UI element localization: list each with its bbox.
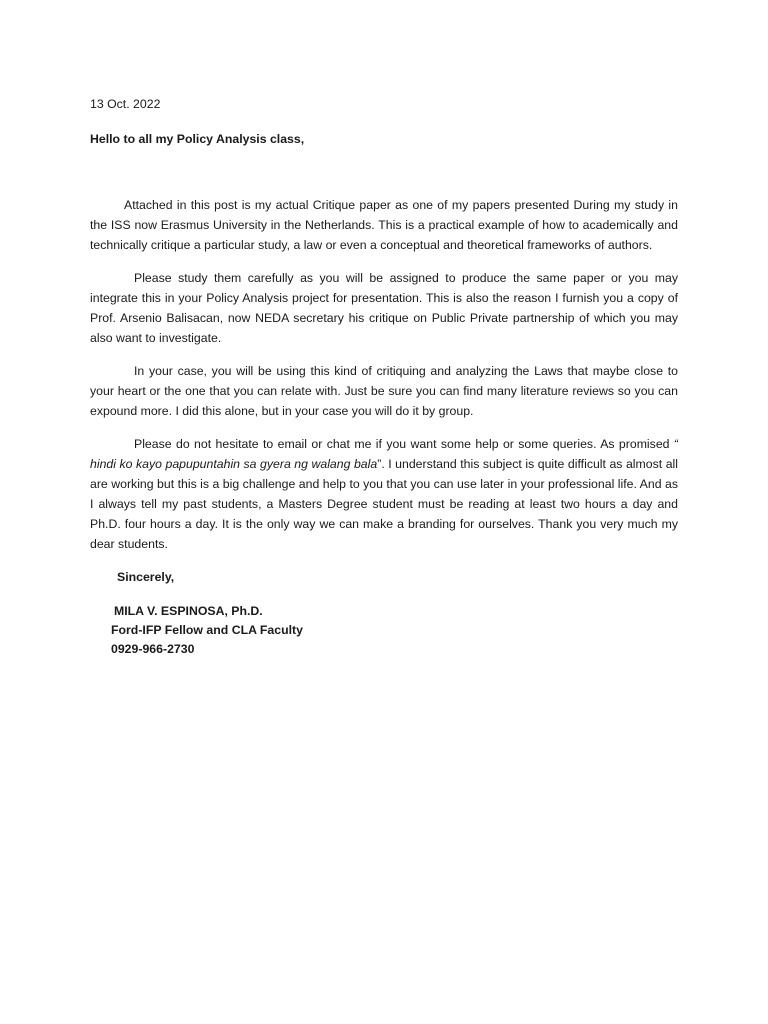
letter-closing: Sincerely, <box>117 570 175 584</box>
paragraph-2: Please study them carefully as you will be assigned to produce the same paper or you may integrate this in your Policy Analysis project for presentation. This is also the reason I furnish you a copy of Prof. Arsenio Balisacan, now NEDA secretary his critique on Public Private partnership of which you may also want to investigate. <box>90 271 678 345</box>
paragraph-3: In your case, you will be using this kind of critiquing and analyzing the Laws that maybe close to your heart or the one that you can relate with. Just be sure you can find many literature reviews so you can expound more. I did this alone, but in your case you will do it by group. <box>90 364 678 418</box>
signature-block <box>90 602 678 659</box>
paragraph-4-start: Please do not hesitate to email or chat me if you want some help or some queries. As promised <box>134 437 674 451</box>
paragraph-1: Attached in this post is my actual Critique paper as one of my papers presented During my study in the ISS now Erasmus University in the Netherlands. This is a practical example of how to academically and technically critique a particular study, a law or even a conceptual and theoretical frameworks of authors. <box>90 198 678 252</box>
letter-greeting: Hello to all my Policy Analysis class, <box>90 132 305 146</box>
paragraph-4-end: ”. I understand this subject is quite difficult as almost all are working but this is a big challenge and help to you that you can use later in your professional life. And as I always tell my past students, a Masters Degree student must be reading at least two hours a day and Ph.D. four hours a day. It is the only way we can make a branding for ourselves. Thank you very much my dear students. <box>90 457 678 551</box>
signature-title: Ford-IFP Fellow and CLA Faculty <box>111 623 303 637</box>
letter-date: 13 Oct. 2022 <box>90 97 161 111</box>
letter-body <box>90 195 678 554</box>
paragraph-4 <box>90 434 678 554</box>
signature-phone: 0929-966-2730 <box>111 642 195 656</box>
paragraph-4-quote: “ hindi ko kayo papupuntahin sa gyera ng walang bala <box>90 437 678 471</box>
signature-name: MILA V. ESPINOSA, Ph.D. <box>114 604 263 618</box>
